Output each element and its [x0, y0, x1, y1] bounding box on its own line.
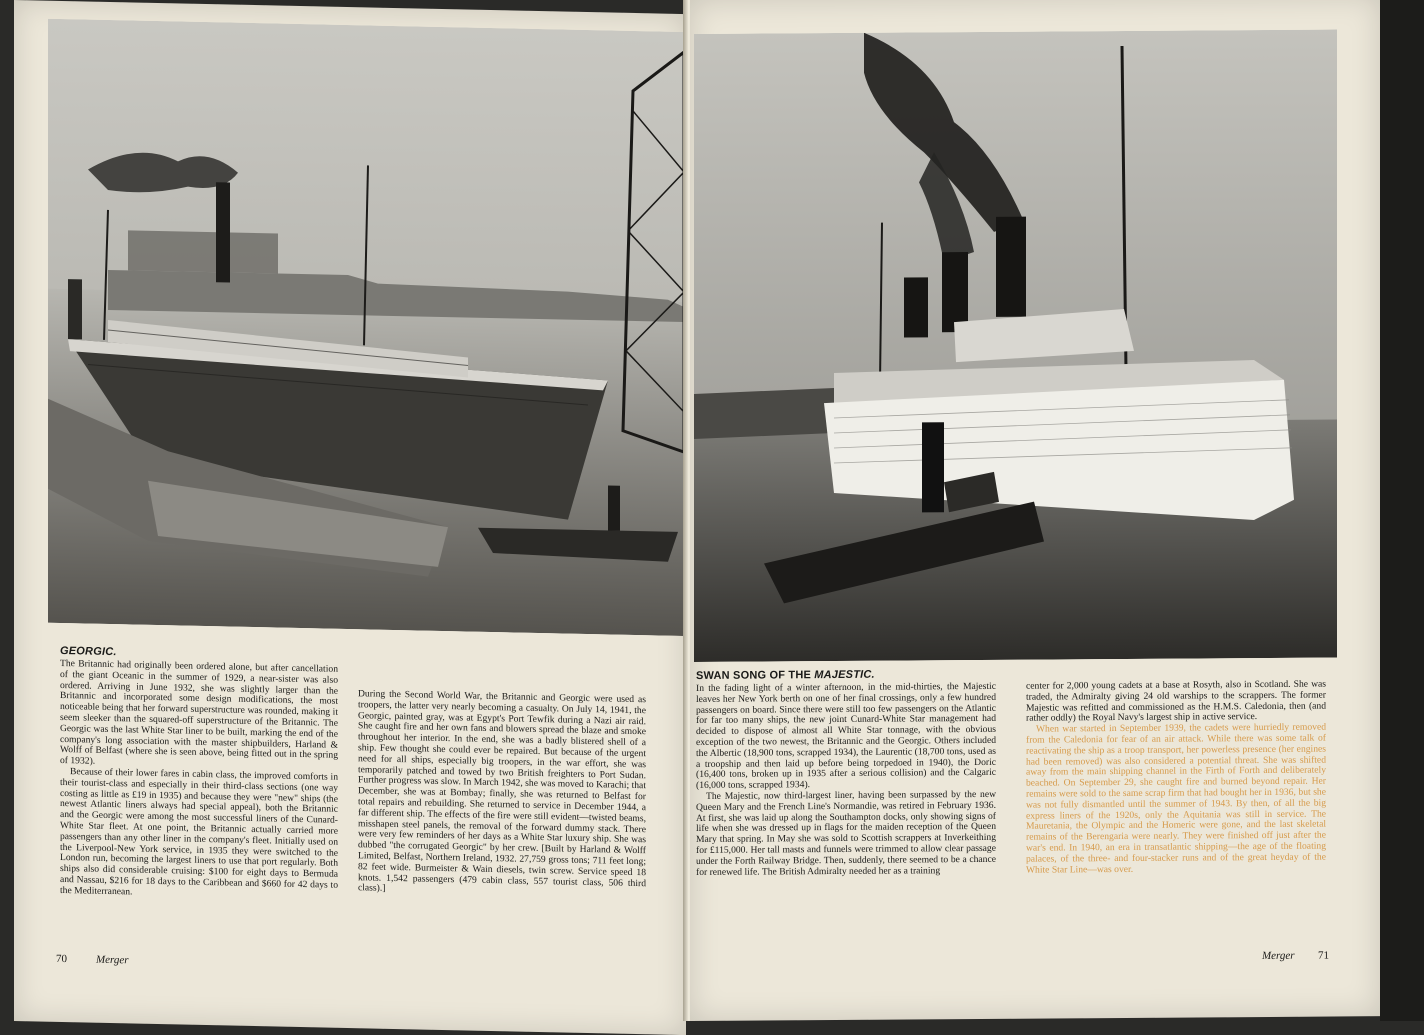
background-edge	[1380, 0, 1424, 1021]
majestic-departure-image	[694, 29, 1337, 661]
paragraph: center for 2,000 young cadets at a base at Rosyth, also in Scotland. She was traded, the Admiralty giving 24 old warships to the scrappers. The former Majestic was refitted and commissioned as the H.M.S. Caledonia, then (and rather oddly) the Royal Navy's largest ship in active service.	[1026, 678, 1326, 725]
running-title-right: Merger	[1262, 949, 1295, 963]
paragraph: Because of their lower fares in cabin class, the improved comforts in their tourist-class and especially in their third-class sections (one way costing as little as £19 in 1935) and because they were "new" ships (the newest Atlantic liners always had special appeal), both the Britannic and the Georgic were among the most successful liners of the Cunard-White Star fleet. At one point, the Britannic actually carried more passengers than any other liner in the company's fleet. Initially used on the Liverpool-New York service, in 1935 they were switched to the London run, becoming the largest liners to use that port regularly. Both ships also did considerable cruising: $100 for eight days to Bermuda and Nassau, $216 for 18 days to the Caribbean and $660 for 42 days to the Mediterranean.	[60, 766, 338, 898]
right-page	[690, 0, 1380, 1021]
left-page-column-1	[60, 659, 338, 902]
right-page-column-2	[1026, 680, 1326, 876]
page-number-left: 70	[56, 952, 67, 966]
georgic-caption-title: GEORGIC.	[60, 644, 117, 659]
left-page-column-2	[358, 689, 646, 900]
majestic-photo	[694, 29, 1337, 661]
page-number-right: 71	[1318, 949, 1329, 962]
paragraph: The Majestic, now third-largest liner, having been surpassed by the new Queen Mary and the French Line's Normandie, was retired in February 1936. At first, she was laid up along the Southampton docks, only showing signs of life when she was dressed up in flags for the maiden reception of the Queen Mary that spring. In May she was sold to Scottish scrappers at Inverkeithing for £115,000. Her tall masts and funnels were trimmed to allow clear passage under the Forth Railway Bridge. Then, suddenly, there seemed to be a chance for renewed life. The British Admiralty needed her as a training	[696, 788, 996, 878]
paragraph: During the Second World War, the Britannic and Georgic were used as troopers, the latter very nearly becoming a casualty. On July 14, 1941, the Georgic, painted gray, was at Egypt's Port Tewfik during a Nazi air raid. She caught fire and her own fans and blowers spread the blaze and smoke throughout her interior. In the end, she was a badly blistered shell of a ship. Few thought she could ever be repaired. But because of the urgent need for all ships, especially big troopers, in the war effort, she was temporarily patched and towed by two British freighters to Port Sudan. Further progress was slow. In March 1942, she was moved to Karachi; that December, she was at Bombay; finally, she was returned to Belfast for total repairs and rebuilding. She returned to service in December 1944, a far different ship. The effects of the fire were still evident—twisted beams, misshapen steel panels, the removal of the forward dummy stack. There were very few reminders of her days as a White Star luxury ship. She was dubbed "the corrugated Georgic" by her crew. [Built by Harland & Wolff Limited, Belfast, Northern Ireland, 1932. 27,759 gross tons; 711 feet long; 82 feet wide. Burmeister & Wain diesels, twin screw. Service speed 18 knots. 1,542 passengers (479 cabin class, 557 tourist class, 506 third class).]	[358, 688, 646, 895]
majestic-caption-title: SWAN SONG OF THE MAJESTIC.	[696, 668, 875, 682]
paragraph: In the fading light of a winter afternoon, in the mid-thirties, the Majestic leaves her New York berth on one of her final crossings, only a few hundred passengers on board. Since there were still too few passengers on the Atlantic for far too many ships, the new joint Cunard-White Star management had decided to dispose of almost all White Star tonnage, with the obvious exception of the two newest, the Britannic and the Georgic. Others included the Albertic (18,900 tons, scrapped 1934), the Laurentic (18,700 tons, used as a troopship and then laid up before being torpedoed in 1940), the Doric (16,400 tons, broken up in 1935 after a serious collision) and the Calgaric (16,000 tons, scrapped 1934).	[696, 680, 996, 792]
right-page-column-1	[696, 682, 996, 878]
georgic-shipyard-image	[48, 19, 684, 636]
paragraph: The Britannic had originally been ordered alone, but after cancellation of the giant Oceanic in the summer of 1929, a near-sister was also ordered. Arriving in June 1932, she was slightly larger than the Britannic and incorporated some design modifications, the most noticeable being that her forward superstructure was rounded, making it seem sleeker than the squared-off superstructure of the Britannic. The Georgic was the last White Star liner to be built, marking the end of the company's long association with the master shipbuilders, Harland & Wolff of Belfast (where she is seen above, being fitted out in the spring of 1932).	[60, 657, 338, 767]
georgic-photo	[48, 19, 684, 636]
left-page	[14, 0, 686, 1035]
running-title-left: Merger	[96, 953, 129, 967]
paragraph: When war started in September 1939, the cadets were hurriedly removed from the Caledonia for fear of an air attack. While there was some talk of reactivating the ship as a troop transport, her powerless presence (her engines had been removed) was also considered a potential threat. She was shifted away from the main shipping channel in the Firth of Forth and deliberately beached. On September 29, she caught fire and burned beyond repair. Her remains were sold to the same scrap firm that had bought her in 1936, but she was not fully dismantled until the summer of 1943. By then, of all the big express liners of the 1920s, only the Aquitania was still in service. The Mauretania, the Olympic and the Homeric were gone, and the last skeletal remains of the Berengaria were nearly. They were finished off just after the war's end. In 1940, an era in transatlantic shipping—the age of the floating palaces, of the three- and four-stacker runs and of the great heyday of the White Star Line—was over.	[1026, 721, 1326, 876]
